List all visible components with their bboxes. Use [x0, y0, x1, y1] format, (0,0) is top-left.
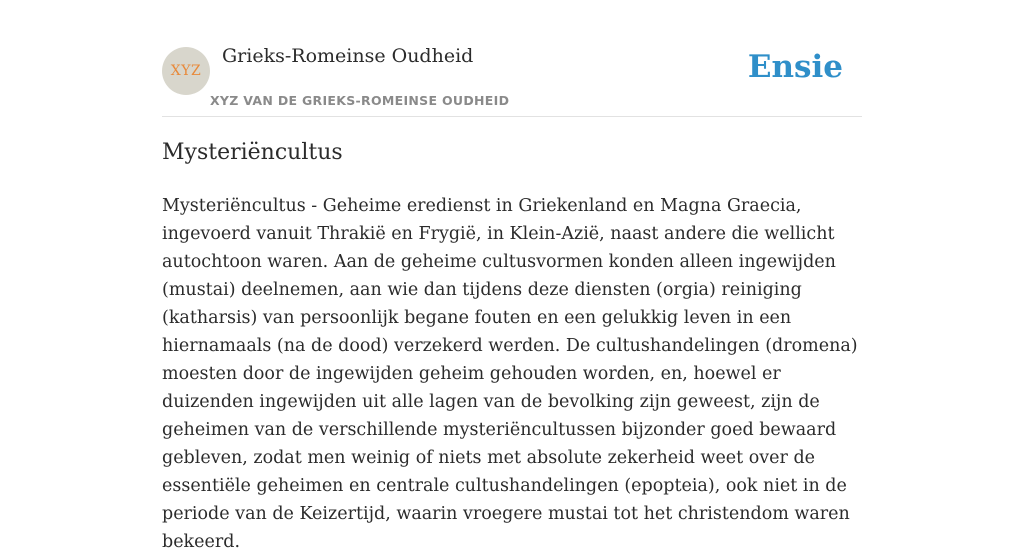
site-title-link[interactable]: Grieks-Romeinse Oudheid — [222, 45, 474, 67]
article-title: Mysteriëncultus — [162, 140, 343, 165]
ensie-logo-link[interactable]: Ensie — [747, 49, 843, 85]
article-body: Mysteriëncultus - Geheime eredienst in Griekenland en Magna Graecia, ingevoerd vanuit Thrakië en Frygië, in Klein-Azië, naast andere die wellicht autochtoon waren. Aan de geheime cultusvormen konden alleen ingewijden (mustai) deelnemen, aan wie dan tijdens deze diensten (orgia) reiniging (katharsis) van persoonlijk begane fouten en een gelukkig leven in een hiernamaals (na de dood) verzekerd werden. De cultushandelingen (dromena) moesten door de ingewijden geheim gehouden worden, en, hoewel er duizenden ingewijden uit alle lagen van de bevolking zijn geweest, zijn de geheimen van de verschillende mysteriëncultussen bijzonder goed bewaard gebleven, zodat men weinig of niets met absolute zekerheid weet over de essentiële geheimen en centrale cultushandelingen (epopteia), ook niet in de periode van de Keizertijd, waarin vroegere mustai tot het christendom waren bekeerd. — [162, 196, 858, 552]
header — [162, 0, 862, 117]
avatar-text: XYZ — [170, 63, 202, 79]
content-container — [162, 0, 862, 552]
site-subtitle: XYZ VAN DE GRIEKS-ROMEINSE OUDHEID — [210, 93, 510, 108]
avatar[interactable] — [162, 47, 210, 95]
